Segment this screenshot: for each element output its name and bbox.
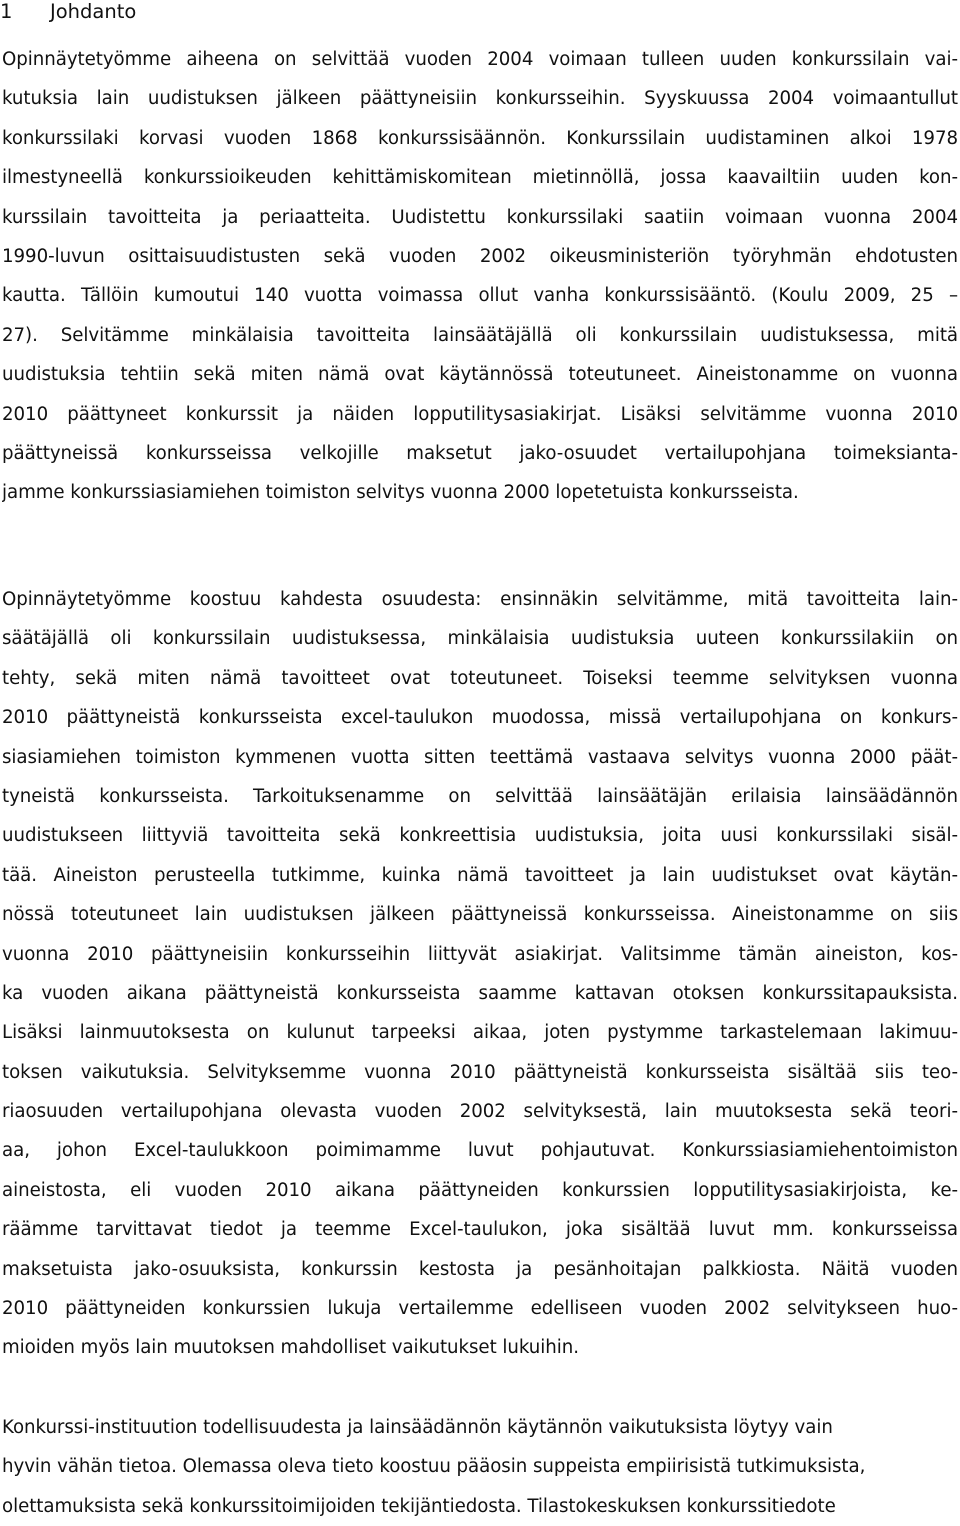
text-line: maksetuista jako-osuuksista, konkurssin kestosta ja pesänhoitajan palkkiosta. Näitä vuoden: [2, 1258, 958, 1280]
text-line: 2010 päättyneiden konkurssien lukuja vertailemme edelliseen vuoden 2002 selvitykseen huo-: [2, 1298, 958, 1320]
text-line: aa, johon Excel-taulukkoon poimimamme luvut pohjautuvat. Konkurssiasiamiehentoimiston: [2, 1140, 958, 1162]
section-heading: [0, 0, 136, 24]
text-line: nössä toteutuneet lain uudistuksen jälkeen päättyneissä konkursseissa. Aineistonamme on siis: [2, 904, 958, 926]
text-line: säätäjällä oli konkurssilain uudistuksessa, minkälaisia uudistuksia uuteen konkurssilakiin on: [2, 628, 958, 650]
text-line: Opinnäytetyömme koostuu kahdesta osuudesta: ensinnäkin selvitämme, mitä tavoitteita lain-: [2, 589, 958, 610]
text-line: riaosuuden vertailupohjana olevasta vuoden 2002 selvityksestä, lain muutoksesta sekä teori-: [2, 1101, 958, 1123]
text-line: kutuksia lain uudistuksen jälkeen päättyneisiin konkursseihin. Syyskuussa 2004 voimaantullut: [2, 88, 958, 110]
text-line: jamme konkurssiasiamiehen toimiston selvitys vuonna 2000 lopetetuista konkursseista.: [2, 482, 799, 504]
paragraph-structure: [2, 580, 958, 1368]
text-line: mioiden myös lain muutoksen mahdolliset vaikutukset lukuihin.: [2, 1337, 579, 1359]
paragraph-background: [2, 1408, 958, 1526]
text-line: Opinnäytetyömme aiheena on selvittää vuoden 2004 voimaan tulleen uuden konkurssilain vai-: [2, 49, 958, 70]
text-line: kurssilain tavoitteita ja periaatteita. Uudistettu konkurssilaki saatiin voimaan vuonna 2004: [2, 206, 958, 228]
text-line: toksen vaikutuksia. Selvityksemme vuonna 2010 päättyneistä konkursseista sisältää siis teo-: [2, 1061, 958, 1083]
text-line: päättyneissä konkursseissa velkojille maksetut jako-osuudet vertailupohjana toimeksianta-: [2, 442, 958, 464]
text-line: kautta. Tällöin kumoutui 140 vuotta voimassa ollut vanha konkurssisääntö. (Koulu 2009, 25 –: [2, 285, 958, 307]
text-line: konkurssilaki korvasi vuoden 1868 konkurssisäännön. Konkurssilain uudistaminen alkoi 1978: [2, 127, 958, 149]
text-line: tyneistä konkursseista. Tarkoituksenamme on selvittää lainsäätäjän erilaisia lainsäädännön: [2, 785, 958, 807]
text-line: uudistukseen liittyviä tavoitteita sekä konkreettisia uudistuksia, joita uusi konkurssilaki sisäl-: [2, 825, 958, 847]
text-line: aineistosta, eli vuoden 2010 aikana päättyneiden konkurssien lopputilitysasiakirjoista, ke-: [2, 1179, 958, 1201]
section-title: Johdanto: [50, 0, 137, 23]
text-line: 2010 päättyneet konkurssit ja näiden lopputilitysasiakirjat. Lisäksi selvitämme vuonna 2010: [2, 403, 958, 425]
text-line: tehty, sekä miten nämä tavoitteet ovat toteutuneet. Toiseksi teemme selvityksen vuonna: [2, 667, 958, 689]
text-line: 27). Selvitämme minkälaisia tavoitteita lainsäätäjällä oli konkurssilain uudistuksessa, mitä: [2, 324, 958, 346]
text-line: räämme tarvittavat tiedot ja teemme Excel-taulukon, joka sisältää luvut mm. konkursseissa: [2, 1219, 958, 1241]
text-line: ilmestyneellä konkurssioikeuden kehittämiskomitean mietinnöllä, jossa kaavailtiin uuden kon-: [2, 167, 958, 189]
text-line: hyvin vähän tietoa. Olemassa oleva tieto koostuu pääosin suppeista empiirisistä tutkimuksista,: [2, 1456, 866, 1478]
text-line: ka vuoden aikana päättyneistä konkursseista saamme kattavan otoksen konkurssitapauksista.: [2, 982, 958, 1004]
text-line: siasiamiehen toimiston kymmenen vuotta sitten teettämä vastaava selvitys vuonna 2000 päät-: [2, 746, 958, 768]
text-line: vuonna 2010 päättyneisiin konkursseihin liittyvät asiakirjat. Valitsimme tämän aineiston, kos-: [2, 943, 958, 965]
paragraph-intro: [2, 40, 958, 513]
text-line: tää. Aineiston perusteella tutkimme, kuinka nämä tavoitteet ja lain uudistukset ovat käytän-: [2, 864, 958, 886]
text-line: olettamuksista sekä konkurssitoimijoiden tekijäntiedosta. Tilastokeskuksen konkurssitiedote: [2, 1495, 836, 1517]
text-line: 1990-luvun osittaisuudistusten sekä vuoden 2002 oikeusministeriön työryhmän ehdotusten: [2, 245, 958, 267]
section-number: 1: [0, 0, 13, 23]
text-line: Lisäksi lainmuutoksesta on kulunut tarpeeksi aikaa, joten pystymme tarkastelemaan lakimuu-: [2, 1022, 958, 1044]
text-line: 2010 päättyneistä konkursseista excel-taulukon muodossa, missä vertailupohjana on konkurs-: [2, 707, 958, 729]
text-line: Konkurssi-instituution todellisuudesta ja lainsäädännön käytännön vaikutuksista löytyy vain: [2, 1417, 833, 1438]
text-line: uudistuksia tehtiin sekä miten nämä ovat käytännössä toteutuneet. Aineistonamme on vuonna: [2, 364, 958, 386]
